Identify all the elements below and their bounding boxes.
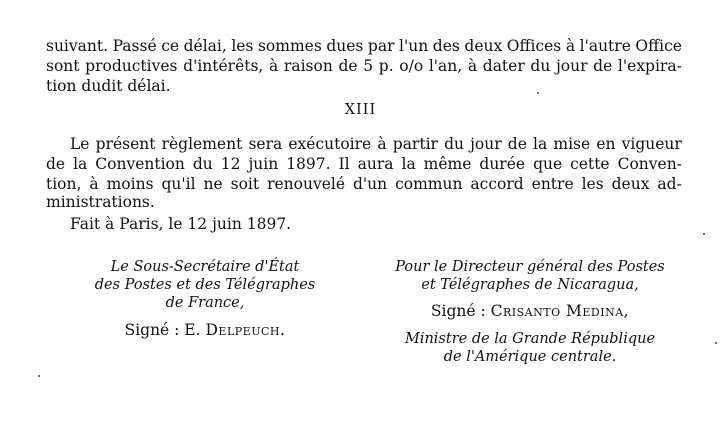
word: d'un	[352, 175, 388, 193]
word: cette	[570, 155, 610, 173]
left-signatory-title-3: de France,	[165, 295, 245, 311]
word: la	[73, 155, 88, 173]
word: aura	[357, 155, 394, 173]
word: soit	[230, 175, 260, 193]
word: délai,	[183, 37, 227, 55]
word: accord	[470, 175, 524, 193]
word: en	[596, 135, 616, 153]
word: règlement	[161, 135, 243, 153]
word: la	[401, 155, 416, 173]
word: sommes	[257, 37, 322, 55]
word: à	[377, 135, 387, 153]
word: de	[593, 57, 613, 75]
word: commun	[395, 175, 463, 193]
word: d'intérêts,	[183, 57, 264, 75]
word: juin	[248, 155, 279, 173]
word: les	[581, 175, 604, 193]
word: 5	[363, 57, 374, 75]
word: du	[444, 135, 464, 153]
word: de	[507, 135, 527, 153]
word: l'an,	[428, 57, 463, 75]
word: entre	[531, 175, 574, 193]
word: l'expira-	[617, 57, 682, 75]
word: même	[423, 155, 472, 173]
word: de	[338, 57, 358, 75]
word: 1897.	[286, 155, 331, 173]
word: p.	[378, 57, 394, 75]
word: raison	[283, 57, 333, 75]
scan-speck	[537, 92, 539, 94]
word: ne	[203, 175, 223, 193]
word: présent	[95, 135, 156, 153]
right-signatory-title-2: et Télégraphes de Nicaragua,	[421, 277, 639, 293]
word: vigueur	[621, 135, 682, 153]
word: productives	[85, 57, 178, 75]
word: 12	[220, 155, 241, 173]
left-signature	[60, 321, 350, 339]
art13-line-2	[46, 155, 682, 173]
word: durée	[479, 155, 526, 173]
left-signatory-title-1: Le Sous-Secrétaire d'État	[110, 259, 300, 275]
art13-line-1	[70, 135, 682, 153]
word: Office	[635, 37, 682, 55]
scan-speck	[715, 342, 717, 344]
word: mise	[553, 135, 591, 153]
word: partir	[392, 135, 438, 153]
word: dater	[482, 57, 525, 75]
right-signe-label: Signé :	[430, 302, 486, 320]
left-signe-label: Signé : E.	[124, 321, 201, 339]
word: par	[367, 37, 395, 55]
word: Passé	[112, 37, 157, 55]
word: jour	[470, 135, 502, 153]
left-signatory-name: Delpeuch.	[205, 321, 286, 339]
art12-line-3: tion dudit délai.	[46, 77, 171, 95]
right-signatory-name: Crisanto Medina,	[490, 302, 630, 320]
word: suivant.	[46, 37, 109, 55]
art13-line-4: ministrations.	[46, 193, 155, 211]
section-heading: XIII	[344, 102, 377, 118]
word: ce	[161, 37, 180, 55]
word: moins	[106, 175, 154, 193]
word: Conven-	[617, 155, 682, 173]
word: renouvelé	[267, 175, 346, 193]
word: l'un	[399, 37, 429, 55]
word: Il	[338, 155, 350, 173]
place-date: Fait à Paris, le 12 juin 1897.	[70, 215, 292, 233]
word: qu'il	[161, 175, 196, 193]
word: o/o	[399, 57, 424, 75]
word: Offices	[506, 37, 562, 55]
word: des	[432, 37, 460, 55]
word: dues	[326, 37, 364, 55]
word: Le	[70, 135, 90, 153]
right-signatory-role-2: de l'Amérique centrale.	[443, 349, 617, 365]
word: l'autre	[579, 37, 631, 55]
word: à	[467, 57, 478, 75]
scan-speck	[38, 375, 40, 377]
right-signature	[380, 302, 680, 320]
word: de	[46, 155, 66, 173]
art13-line-3	[46, 175, 682, 193]
word: les	[231, 37, 254, 55]
word: que	[533, 155, 563, 173]
word: du	[530, 57, 551, 75]
word: la	[533, 135, 548, 153]
art12-line-2	[46, 57, 682, 75]
word: à	[565, 37, 576, 55]
left-signatory-title-2: des Postes et des Télégraphes	[94, 277, 316, 293]
word: à	[269, 57, 279, 75]
word: sont	[46, 57, 80, 75]
word: tion,	[46, 175, 82, 193]
word: sera	[248, 135, 283, 153]
scan-speck	[703, 233, 705, 235]
word: exécutoire	[288, 135, 372, 153]
word: ad-	[657, 175, 682, 193]
word: deux	[611, 175, 650, 193]
right-signatory-title-1: Pour le Directeur général des Postes	[395, 259, 665, 275]
word: deux	[464, 37, 503, 55]
word: du	[192, 155, 213, 173]
art12-line-1	[46, 37, 682, 55]
right-signatory-role-1: Ministre de la Grande République	[404, 331, 656, 347]
word: à	[89, 175, 99, 193]
word: Convention	[95, 155, 185, 173]
word: jour	[555, 57, 588, 75]
